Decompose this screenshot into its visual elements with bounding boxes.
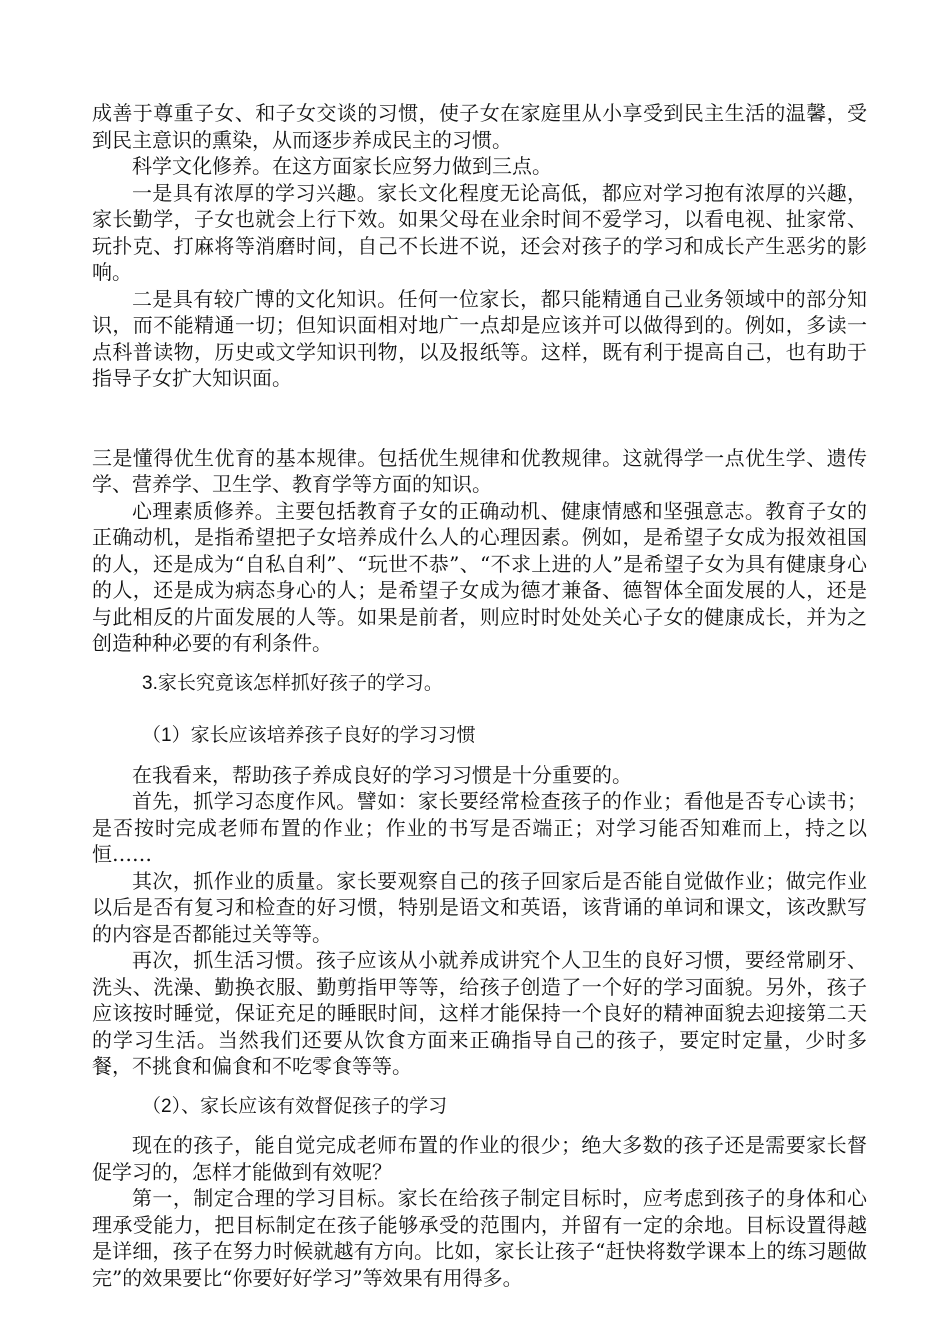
subsection-heading: （1）家长应该培养孩子良好的学习习惯 <box>142 725 476 746</box>
paragraph: 首先，抓学习态度作风。譬如：家长要经常检查孩子的作业；看他是否专心读书；是否按时完成老师布置的作业；作业的书写是否端正；对学习能否知难而上，持之以恒…… <box>92 789 867 866</box>
paragraph: 科学文化修养。在这方面家长应努力做到三点。 <box>132 154 552 178</box>
paragraph: 成善于尊重子女、和子女交谈的习惯，使子女在家庭里从小享受到民主生活的温馨，受到民主意识的熏染，从而逐步养成民主的习惯。 <box>92 101 867 152</box>
paragraph: 一是具有浓厚的学习兴趣。家长文化程度无论高低，都应对学习抱有浓厚的兴趣，家长勤学，子女也就会上行下效。如果父母在业余时间不爱学习，以看电视、扯家常、玩扑克、打麻将等消磨时间，自己不长进不说，还会对孩子的学习和成长产生恶劣的影响。 <box>92 180 867 284</box>
paragraph: 第一，制定合理的学习目标。家长在给孩子制定目标时，应考虑到孩子的身体和心理承受能力，把目标制定在孩子能够承受的范围内，并留有一定的余地。目标设置得越是详细，孩子在努力时候就越有方向。比如，家长让孩子“赶快将数学课本上的练习题做完”的效果要比“你要好好学习”等效果有用得多。 <box>92 1186 867 1290</box>
document-page <box>92 100 867 1291</box>
section-heading: 3.家长究竟该怎样抓好孩子的学习。 <box>142 672 443 694</box>
paragraph: 三是懂得优生优育的基本规律。包括优生规律和优教规律。这就得学一点优生学、遗传学、营养学、卫生学、教育学等方面的知识。 <box>92 445 867 496</box>
paragraph: 再次，抓生活习惯。孩子应该从小就养成讲究个人卫生的良好习惯，要经常刷牙、洗头、洗澡、勤换衣服、勤剪指甲等等，给孩子创造了一个好的学习面貌。另外，孩子应该按时睡觉，保证充足的睡眠时间，这样才能保持一个良好的精神面貌去迎接第二天的学习生活。当然我们还要从饮食方面来正确指导自己的孩子，要定时定量，少时多餐，不挑食和偏食和不吃零食等等。 <box>92 948 867 1078</box>
paragraph: 二是具有较广博的文化知识。任何一位家长，都只能精通自己业务领域中的部分知识，而不能精通一切；但知识面相对地广一点却是应该并可以做得到的。例如，多读一点科普读物，历史或文学知识刊物，以及报纸等。这样，既有利于提高自己，也有助于指导子女扩大知识面。 <box>92 286 867 390</box>
paragraph: 在我看来，帮助孩子养成良好的学习习惯是十分重要的。 <box>132 762 632 787</box>
paragraph: 其次，抓作业的质量。家长要观察自己的孩子回家后是否能自觉做作业；做完作业以后是否有复习和检查的好习惯，特别是语文和英语，该背诵的单词和课文，该改默写的内容是否都能过关等等。 <box>92 868 867 946</box>
paragraph: 现在的孩子，能自觉完成老师布置的作业的很少；绝大多数的孩子还是需要家长督促学习的，怎样才能做到有效呢？ <box>92 1133 867 1184</box>
subsection-heading: （2）、家长应该有效督促孩子的学习 <box>142 1095 448 1117</box>
paragraph: 心理素质修养。主要包括教育子女的正确动机、健康情感和坚强意志。教育子女的正确动机，是指希望把子女培养成什么人的心理因素。例如，是希望子女成为报效祖国的人，还是成为“自私自利”、“玩世不恭”、“不求上进的人”是希望子女为具有健康身心的人，还是成为病态身心的人；是希望子女成为德才兼备、德智体全面发展的人，还是与此相反的片面发展的人等。如果是前者，则应时时处处关心子女的健康成长，并为之创造种种必要的有利条件。 <box>92 498 867 655</box>
